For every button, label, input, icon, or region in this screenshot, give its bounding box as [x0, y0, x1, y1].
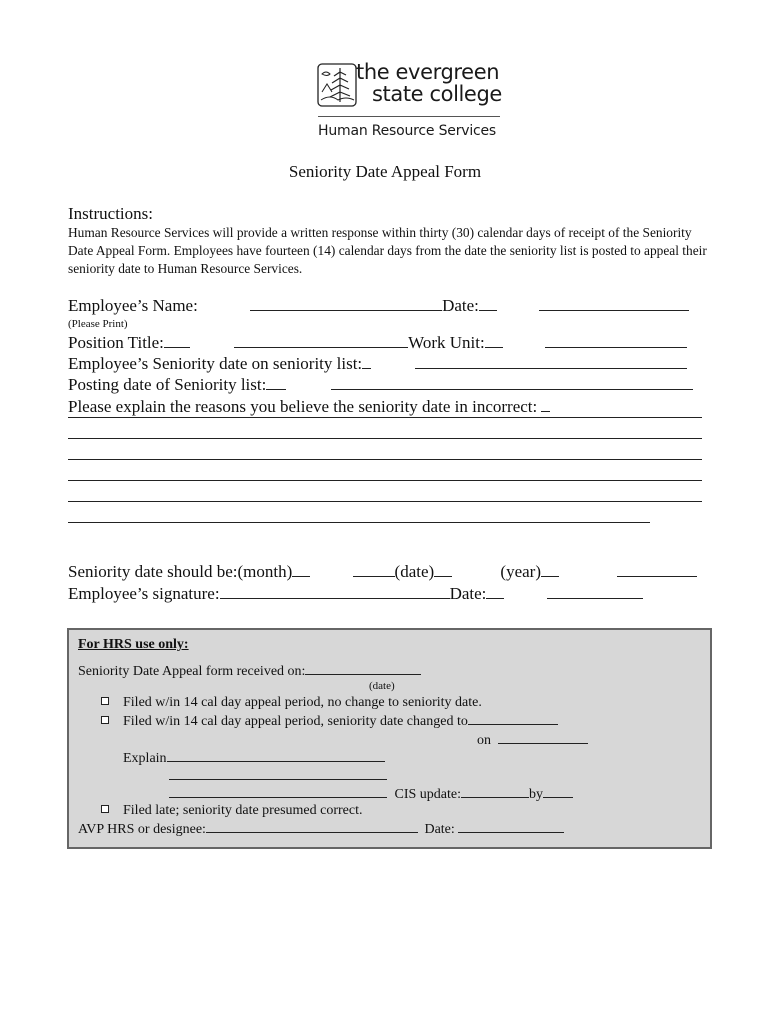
explain-line-4[interactable] [68, 479, 702, 481]
by-label: by [529, 787, 543, 802]
received-label: Seniority Date Appeal form received on: [78, 664, 306, 679]
date-caption: (date) [394, 562, 435, 581]
no-change-checkbox[interactable] [101, 697, 109, 705]
signature-row [68, 584, 643, 604]
please-print-note: (Please Print) [68, 318, 128, 330]
signature-label: Employee’s signature: [68, 584, 220, 603]
instructions-body: Human Resource Services will provide a written response within thirty (30) calendar days of receipt of the Seniority Date Appeal Form. Employees have fourteen (14) calendar days from the date the seniority list is posted to appeal their seniority date to Human Resource Services. [68, 225, 707, 276]
seniority-on-list-field-b[interactable] [415, 354, 687, 369]
on-row [477, 731, 588, 749]
seniority-on-list-label: Employee’s Seniority date on seniority list: [68, 354, 363, 373]
signature-date-field-b[interactable] [547, 584, 643, 599]
employee-name-row [68, 296, 689, 316]
explain-hrs-label: Explain [123, 751, 167, 766]
explain-hrs-field-2[interactable] [169, 767, 387, 780]
position-title-field-a[interactable] [164, 333, 190, 348]
changed-label: Filed w/in 14 cal day appeal period, seniority date changed to [123, 714, 468, 729]
college-name-line2: state college [372, 82, 502, 106]
received-date-caption: (date) [369, 680, 395, 692]
year-field-b[interactable] [617, 562, 697, 577]
employee-name-label: Employee’s Name: [68, 296, 198, 315]
hrs-use-only-box [67, 628, 712, 849]
option-late [101, 803, 362, 819]
date-value-field[interactable] [353, 562, 395, 577]
posting-date-field-b[interactable] [331, 375, 693, 390]
explain-label: Please explain the reasons you believe the seniority date in incorrect: [68, 397, 538, 416]
employee-name-field[interactable] [250, 296, 442, 311]
college-logo [316, 60, 506, 142]
option-changed [101, 712, 558, 730]
avp-date-label: Date: [424, 822, 455, 837]
avp-label: AVP HRS or designee: [78, 822, 206, 837]
date-field-c[interactable] [434, 562, 452, 577]
explain-line-6[interactable] [68, 521, 650, 523]
changed-checkbox[interactable] [101, 716, 109, 724]
seniority-on-list-row [68, 354, 687, 374]
work-unit-field-a[interactable] [485, 333, 503, 348]
logo-divider [318, 116, 500, 117]
option-no-change [101, 695, 482, 711]
late-label: Filed late; seniority date presumed correct. [123, 803, 363, 818]
posting-date-row [68, 375, 693, 395]
work-unit-field-b[interactable] [545, 333, 687, 348]
college-name [356, 61, 502, 105]
work-unit-label: Work Unit: [408, 333, 485, 352]
on-label: on [477, 733, 491, 748]
college-name-line1: the evergreen [356, 60, 500, 84]
position-row [68, 333, 687, 353]
cis-row [169, 785, 573, 803]
year-field-a[interactable] [541, 562, 559, 577]
explain-line-5[interactable] [68, 500, 702, 502]
avp-signature-field[interactable] [206, 820, 418, 833]
signature-field[interactable] [220, 584, 450, 599]
hrs-heading: For HRS use only: [78, 637, 189, 652]
explain-hrs-field-3[interactable] [169, 785, 387, 798]
seniority-on-list-field-a[interactable] [362, 354, 371, 369]
by-field[interactable] [543, 785, 573, 798]
late-checkbox[interactable] [101, 805, 109, 813]
instructions-heading: Instructions: [68, 204, 153, 223]
date-label: Date: [442, 296, 479, 315]
explain-hrs-row-2 [169, 767, 387, 785]
explain-line-3[interactable] [68, 458, 702, 460]
explain-field-start[interactable] [541, 397, 550, 412]
explain-line-1[interactable] [68, 416, 702, 418]
avp-date-field[interactable] [458, 820, 564, 833]
explain-hrs-row [123, 749, 385, 767]
should-be-label: Seniority date should be:(month) [68, 562, 293, 581]
cis-update-field[interactable] [461, 785, 529, 798]
position-title-field-b[interactable] [234, 333, 408, 348]
explain-row [68, 397, 550, 417]
form-title: Seniority Date Appeal Form [288, 162, 482, 181]
posting-date-label: Posting date of Seniority list: [68, 375, 267, 394]
explain-line-2[interactable] [68, 437, 702, 439]
year-caption: (year) [500, 562, 541, 581]
evergreen-tree-icon [316, 62, 358, 108]
signature-date-field-a[interactable] [486, 584, 504, 599]
department-name: Human Resource Services [318, 123, 497, 139]
position-title-label: Position Title: [68, 333, 164, 352]
cis-label: CIS update: [394, 787, 461, 802]
signature-date-label: Date: [449, 584, 487, 603]
received-row [78, 662, 421, 680]
received-date-field[interactable] [305, 662, 421, 675]
posting-date-field-a[interactable] [266, 375, 286, 390]
changed-to-field[interactable] [468, 712, 558, 725]
month-field[interactable] [292, 562, 310, 577]
avp-row [78, 820, 564, 838]
date-field-b[interactable] [539, 296, 689, 311]
no-change-label: Filed w/in 14 cal day appeal period, no change to seniority date. [123, 695, 482, 710]
explain-hrs-field-1[interactable] [167, 749, 385, 762]
on-date-field[interactable] [498, 731, 588, 744]
date-field-a[interactable] [479, 296, 497, 311]
should-be-row [68, 562, 697, 582]
